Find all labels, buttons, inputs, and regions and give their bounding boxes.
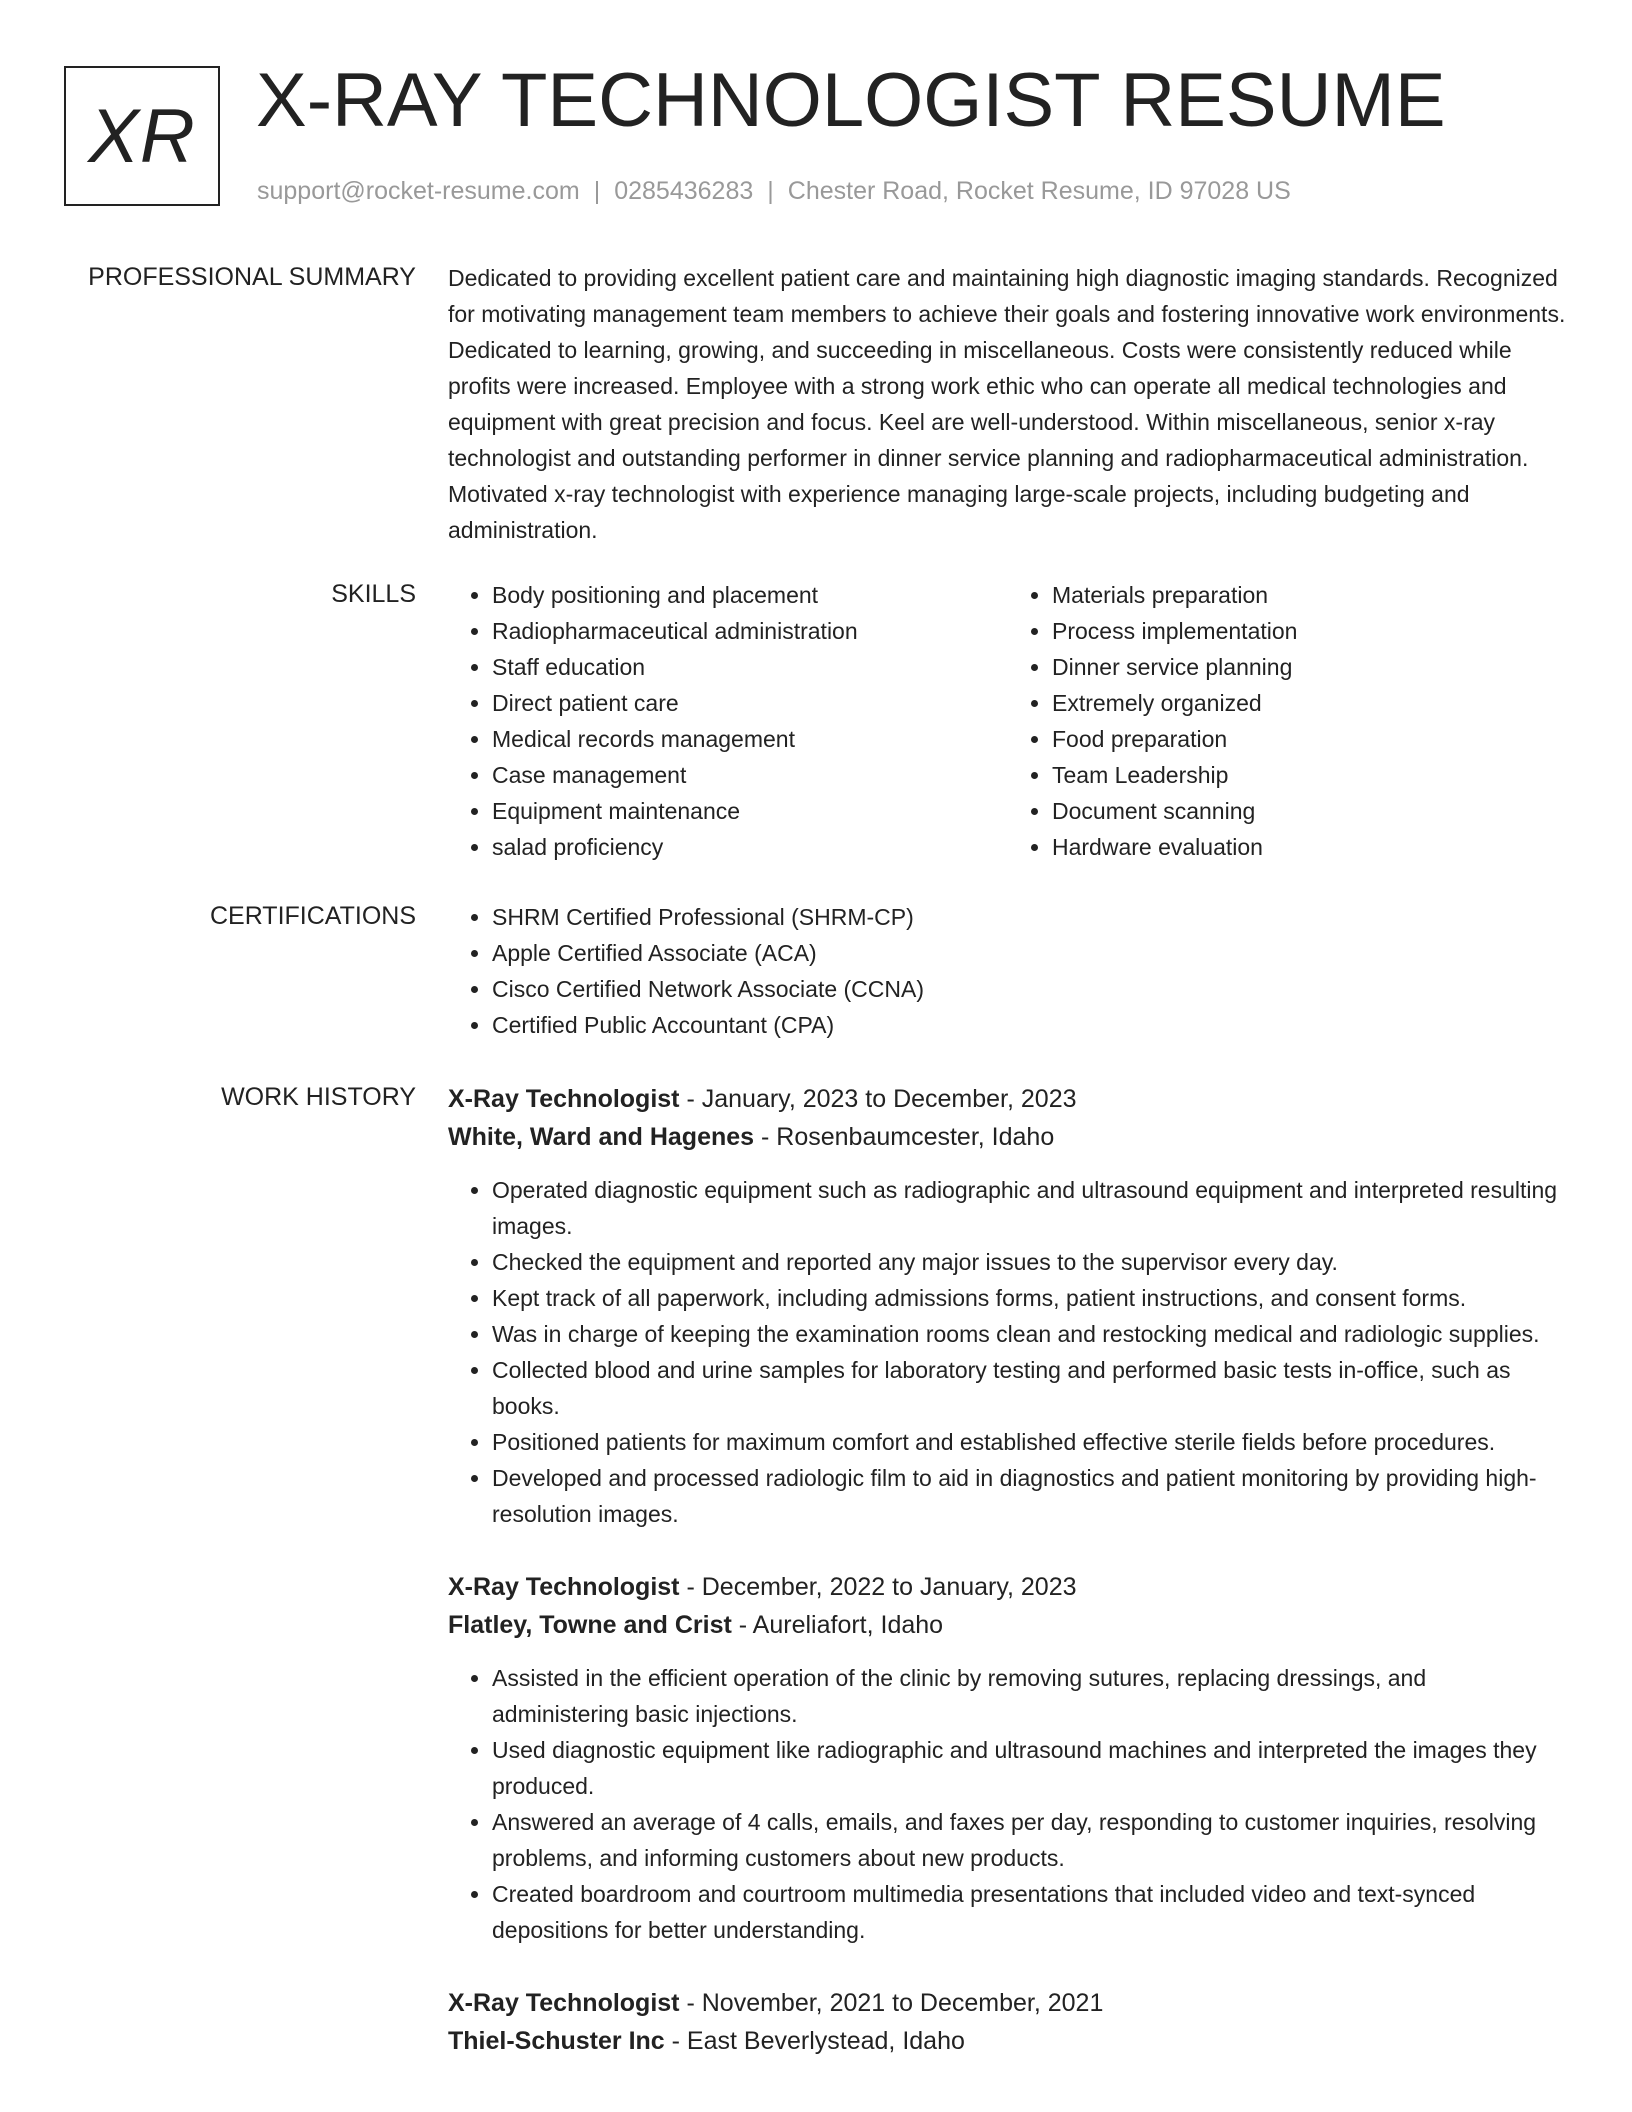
certifications-body <box>448 899 1568 1043</box>
summary-text: Dedicated to providing excellent patient care and maintaining high diagnostic imaging standards. Recognized for motivating management team members to achieve their goals and fostering innovative work environments. Dedicated to learning, growing, and succeeding in miscellaneous. Costs were consistently reduced while profits were increased. Employee with a strong work ethic who can operate all medical technologies and equipment with great precision and focus. Keel are well-understood. Within miscellaneous, senior x-ray technologist and outstanding performer in dinner service planning and radiopharmaceutical administration. Motivated x-ray technologist with experience managing large-scale projects, including budgeting and administration. <box>448 265 1566 543</box>
job-bullet: • Assisted in the efficient operation of the clinic by removing sutures, replacing dressings, and administering basic injections. <box>492 1660 1568 1732</box>
certification-item: • SHRM Certified Professional (SHRM-CP) <box>492 899 1568 935</box>
job-dates: - November, 2021 to December, 2021 <box>679 1989 1104 2017</box>
initials-monogram: XR <box>64 66 220 206</box>
section-label-work-history: WORK HISTORY <box>221 1083 416 1111</box>
job-bullet: • Checked the equipment and reported any major issues to the supervisor every day. <box>492 1244 1568 1280</box>
skill-item: • Document scanning <box>1052 793 1568 829</box>
skill-item: • Direct patient care <box>492 685 1008 721</box>
job-location: - East Beverlystead, Idaho <box>664 2027 965 2055</box>
job-bullet: • Answered an average of 4 calls, emails, and faxes per day, responding to customer inquiries, resolving problems, and informing customers about new products. <box>492 1804 1568 1876</box>
job-title-line <box>448 1080 1568 1118</box>
job-bullet: • Positioned patients for maximum comfort and established effective sterile fields before procedures. <box>492 1424 1568 1460</box>
section-label-skills: SKILLS <box>331 580 416 608</box>
contact-line <box>257 176 1291 206</box>
skill-item: • Extremely organized <box>1052 685 1568 721</box>
job-title-line <box>448 1984 1568 2022</box>
resume-title: X-RAY TECHNOLOGIST RESUME <box>256 58 1446 143</box>
skill-item: • Food preparation <box>1052 721 1568 757</box>
certification-item: • Cisco Certified Network Associate (CCNA) <box>492 971 1568 1007</box>
job-entry <box>448 1568 1568 1948</box>
job-company-line <box>448 2022 1568 2060</box>
job-location: - Rosenbaumcester, Idaho <box>754 1123 1055 1151</box>
skill-item: • Hardware evaluation <box>1052 829 1568 865</box>
job-role: X-Ray Technologist <box>448 1573 680 1601</box>
skills-list-right <box>1008 577 1568 865</box>
job-entry <box>448 1984 1568 2060</box>
section-label-certifications: CERTIFICATIONS <box>209 902 416 930</box>
skill-item: • Case management <box>492 757 1008 793</box>
job-bullets <box>448 1660 1568 1948</box>
skills-list-left <box>448 577 1008 865</box>
skill-item: • Body positioning and placement <box>492 577 1008 613</box>
job-bullet: • Created boardroom and courtroom multimedia presentations that included video and text-synced depositions for better understanding. <box>492 1876 1568 1948</box>
job-company: Thiel-Schuster Inc <box>448 2027 665 2055</box>
job-dates: - January, 2023 to December, 2023 <box>679 1085 1077 1113</box>
work-history-body <box>448 1080 1568 2096</box>
job-dates: - December, 2022 to January, 2023 <box>679 1573 1077 1601</box>
job-bullet: • Developed and processed radiologic film to aid in diagnostics and patient monitoring by providing high-resolution images. <box>492 1460 1568 1532</box>
contact-separator: | <box>767 177 774 205</box>
job-bullet: • Collected blood and urine samples for laboratory testing and performed basic tests in-office, such as books. <box>492 1352 1568 1424</box>
certification-item: • Certified Public Accountant (CPA) <box>492 1007 1568 1043</box>
skill-item: • Medical records management <box>492 721 1008 757</box>
job-role: X-Ray Technologist <box>448 1085 680 1113</box>
contact-phone: 0285436283 <box>614 177 754 205</box>
skill-item: • Dinner service planning <box>1052 649 1568 685</box>
skill-item: • Equipment maintenance <box>492 793 1008 829</box>
contact-separator: | <box>593 177 601 205</box>
skill-item: • Team Leadership <box>1052 757 1568 793</box>
job-bullet: • Kept track of all paperwork, including admissions forms, patient instructions, and consent forms. <box>492 1280 1568 1316</box>
skill-item: • Materials preparation <box>1052 577 1568 613</box>
skills-body <box>448 577 1568 865</box>
skill-item: • Radiopharmaceutical administration <box>492 613 1008 649</box>
certification-item: • Apple Certified Associate (ACA) <box>492 935 1568 971</box>
skill-item: • Process implementation <box>1052 613 1568 649</box>
job-company: Flatley, Towne and Crist <box>448 1611 732 1639</box>
job-title-line <box>448 1568 1568 1606</box>
skill-item: • Staff education <box>492 649 1008 685</box>
summary-body <box>448 260 1568 548</box>
job-bullets <box>448 1172 1568 1532</box>
job-company-line <box>448 1118 1568 1156</box>
job-company: White, Ward and Hagenes <box>448 1123 755 1151</box>
job-entry <box>448 1080 1568 1532</box>
job-bullet: • Was in charge of keeping the examination rooms clean and restocking medical and radiologic supplies. <box>492 1316 1568 1352</box>
job-location: - Aureliafort, Idaho <box>731 1611 944 1639</box>
contact-email: support@rocket-resume.com <box>257 177 580 205</box>
job-company-line <box>448 1606 1568 1644</box>
job-bullet: • Operated diagnostic equipment such as radiographic and ultrasound equipment and interpreted resulting images. <box>492 1172 1568 1244</box>
contact-address: Chester Road, Rocket Resume, ID 97028 US <box>787 177 1291 205</box>
job-role: X-Ray Technologist <box>448 1989 680 2017</box>
certifications-list <box>448 899 1568 1043</box>
section-label-summary: PROFESSIONAL SUMMARY <box>88 263 416 291</box>
skill-item: • salad proficiency <box>492 829 1008 865</box>
job-bullet: • Used diagnostic equipment like radiographic and ultrasound machines and interpreted the images they produced. <box>492 1732 1568 1804</box>
